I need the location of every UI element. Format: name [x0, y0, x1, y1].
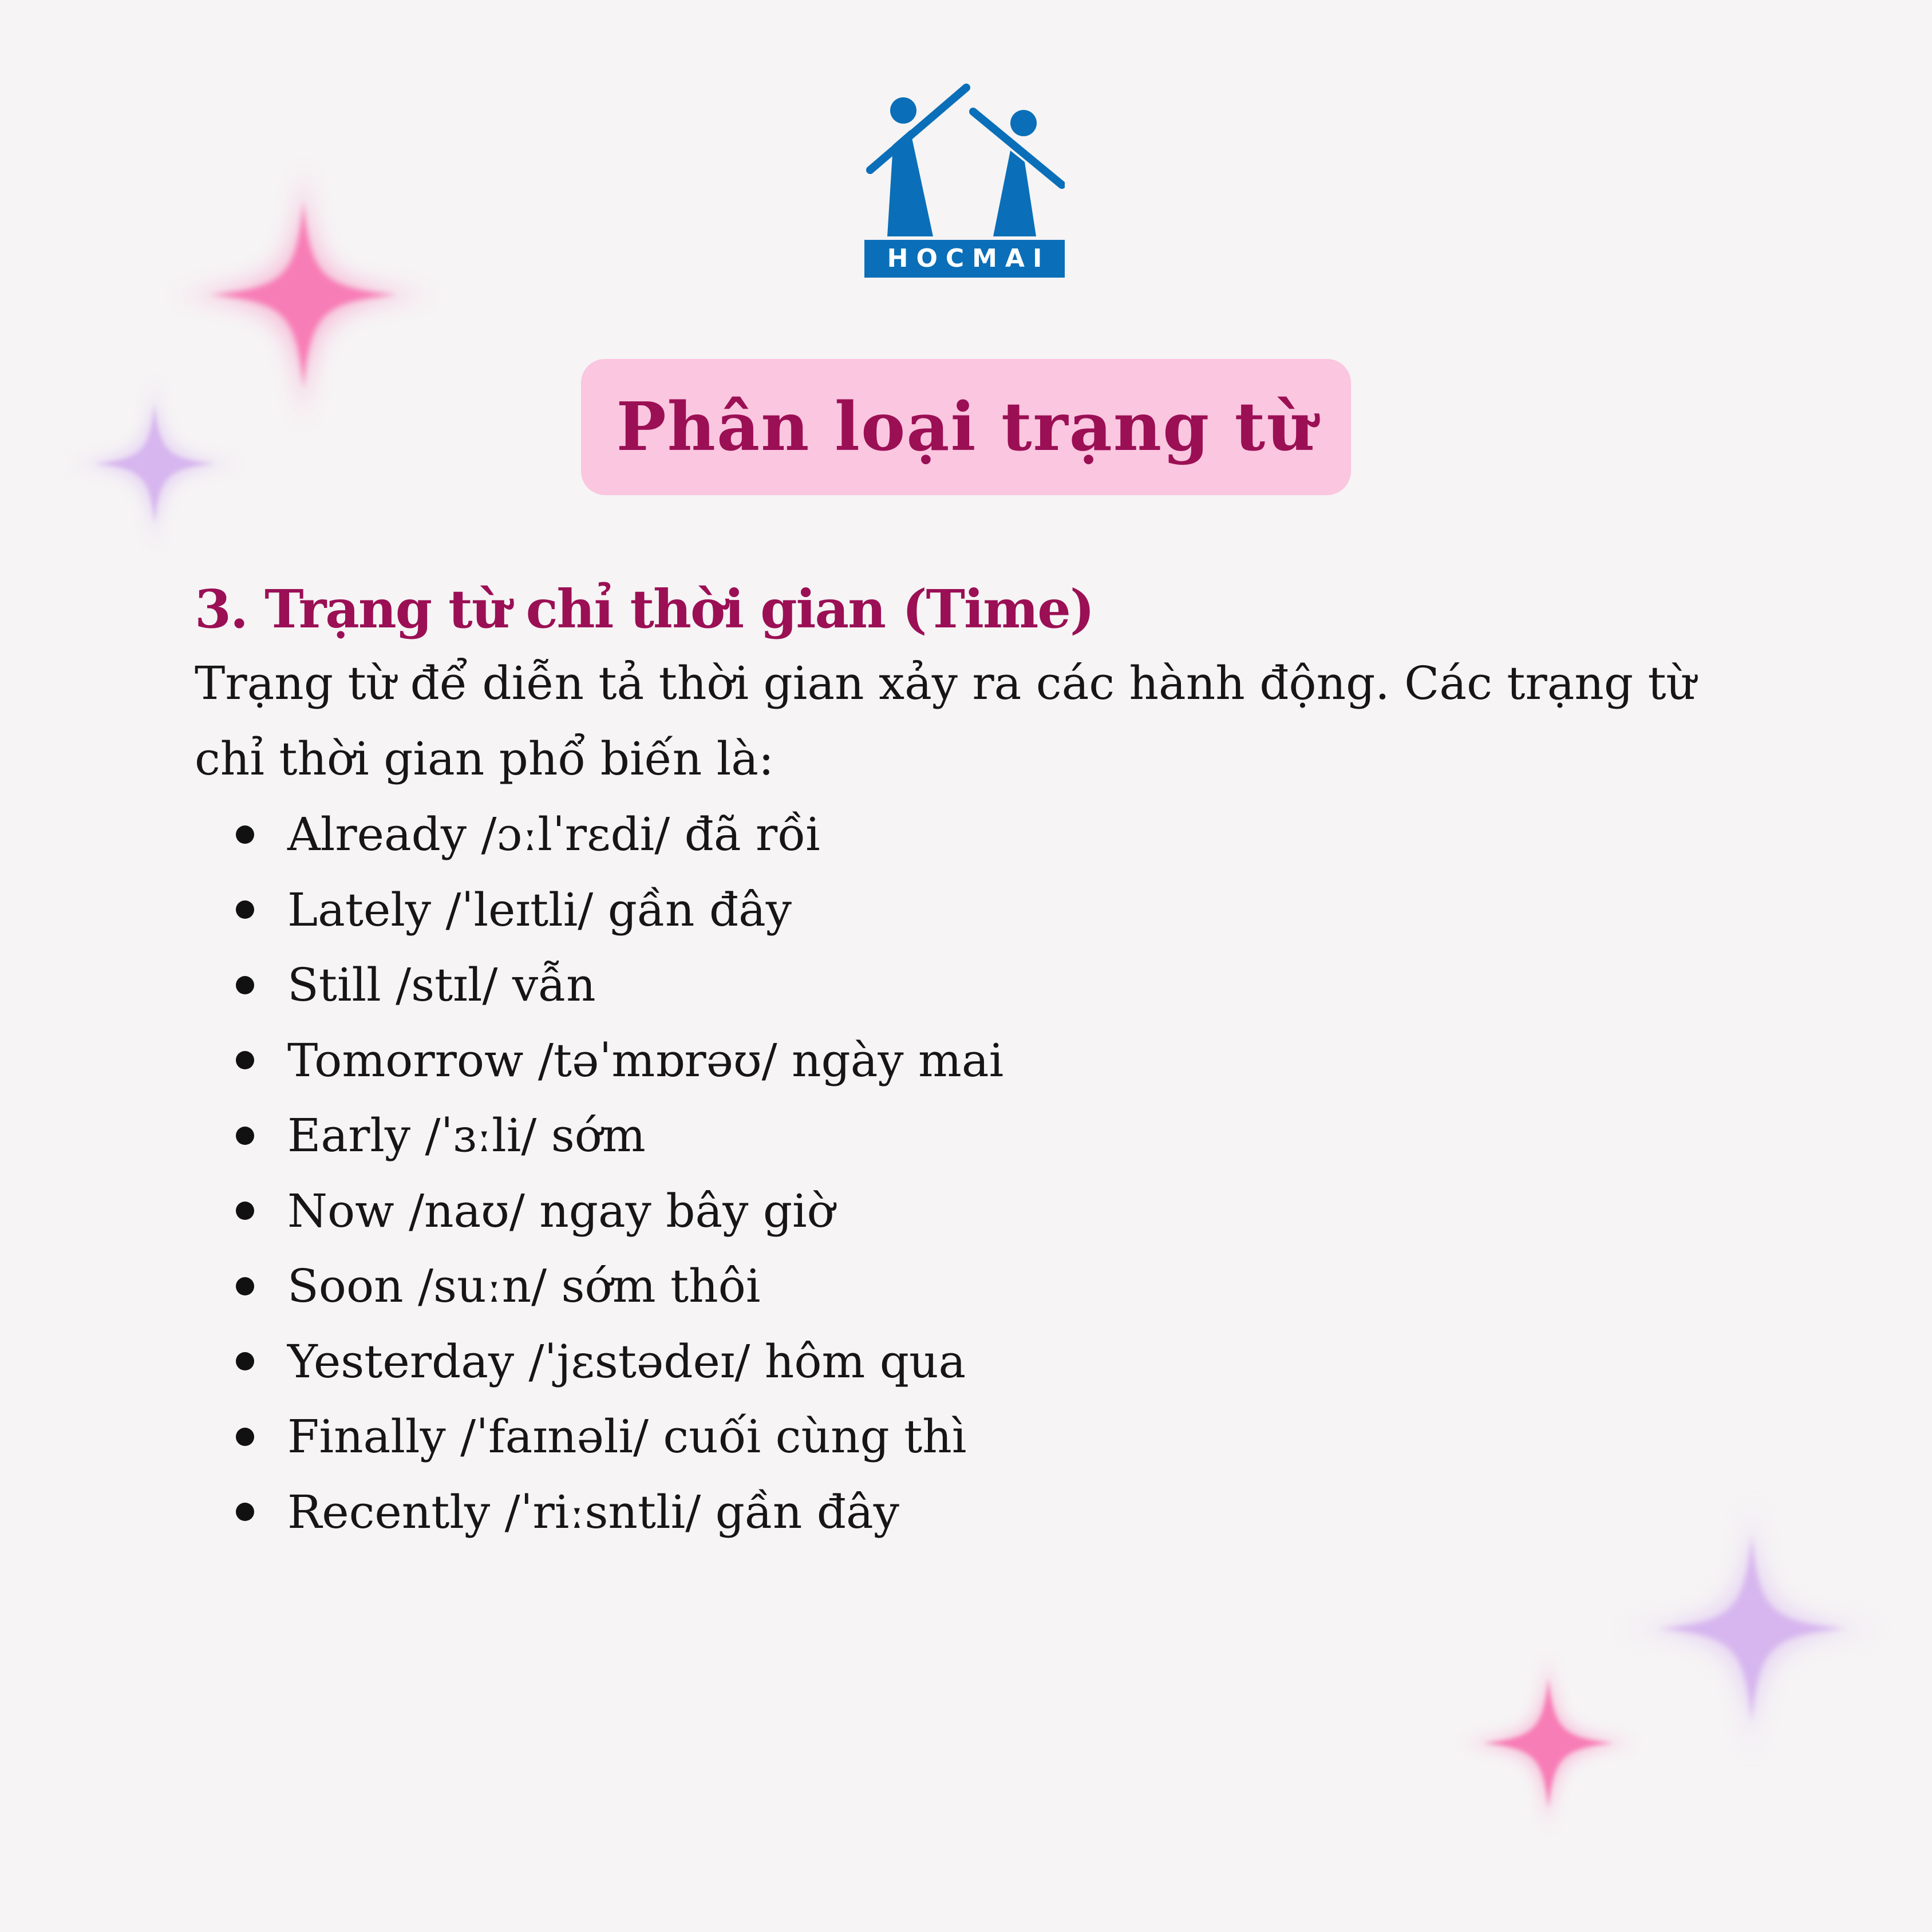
- list-item: [195, 1098, 1740, 1174]
- list-item: [195, 797, 1740, 872]
- title-box: [581, 359, 1351, 495]
- bullet-icon: [236, 1127, 254, 1145]
- bullet-icon: [236, 1051, 254, 1069]
- bullet-icon: [236, 1503, 254, 1521]
- list-item-text: Now /naʊ/ ngay bây giờ: [287, 1184, 835, 1238]
- list-item: [195, 872, 1740, 948]
- list-item: [195, 1475, 1740, 1550]
- list-item-text: Yesterday /ˈjɛstədeɪ/ hôm qua: [287, 1334, 966, 1388]
- list-item-text: Tomorrow /təˈmɒrəʊ/ ngày mai: [287, 1033, 1004, 1087]
- list-item-text: Finally /ˈfaɪnəli/ cuối cùng thì: [287, 1410, 967, 1463]
- list-item-text: Lately /ˈleɪtli/ gần đây: [287, 883, 792, 937]
- hocmai-logo: [864, 83, 1065, 278]
- logo-text: HOCMAI: [864, 240, 1065, 278]
- section-intro: Trạng từ để diễn tả thời gian xảy ra các hành động. Các trạng từ chỉ thời gian phổ biến là:: [195, 657, 1696, 785]
- bullet-icon: [236, 1428, 254, 1446]
- bullet-icon: [236, 976, 254, 994]
- list-item: [195, 947, 1740, 1023]
- list-item: [195, 1023, 1740, 1099]
- list-item-text: Already /ɔːlˈrɛdi/ đã rồi: [287, 808, 820, 861]
- main-content: [195, 572, 1740, 1550]
- list-item-text: Early /ˈɜːli/ sớm: [287, 1109, 646, 1162]
- bullet-icon: [236, 1352, 254, 1370]
- section-heading: 3. Trạng từ chỉ thời gian (Time): [195, 578, 1094, 640]
- list-item-text: Still /stɪl/ vẫn: [287, 958, 596, 1012]
- sparkle-icon: [1451, 1646, 1646, 1840]
- bullet-icon: [236, 1277, 254, 1295]
- hocmai-logo-figures-icon: [864, 83, 1065, 243]
- page-title: Phân loại trạng từ: [616, 388, 1316, 466]
- list-item-text: Soon /suːn/ sớm thôi: [287, 1259, 761, 1313]
- list-item-text: Recently /ˈriːsntli/ gần đây: [287, 1485, 899, 1539]
- adverb-list: [195, 797, 1740, 1550]
- list-item: [195, 1399, 1740, 1475]
- list-item: [195, 1174, 1740, 1249]
- list-item: [195, 1324, 1740, 1400]
- bullet-icon: [236, 825, 254, 844]
- sparkle-icon: [63, 372, 246, 555]
- list-item: [195, 1249, 1740, 1324]
- bullet-icon: [236, 900, 254, 919]
- bullet-icon: [236, 1202, 254, 1220]
